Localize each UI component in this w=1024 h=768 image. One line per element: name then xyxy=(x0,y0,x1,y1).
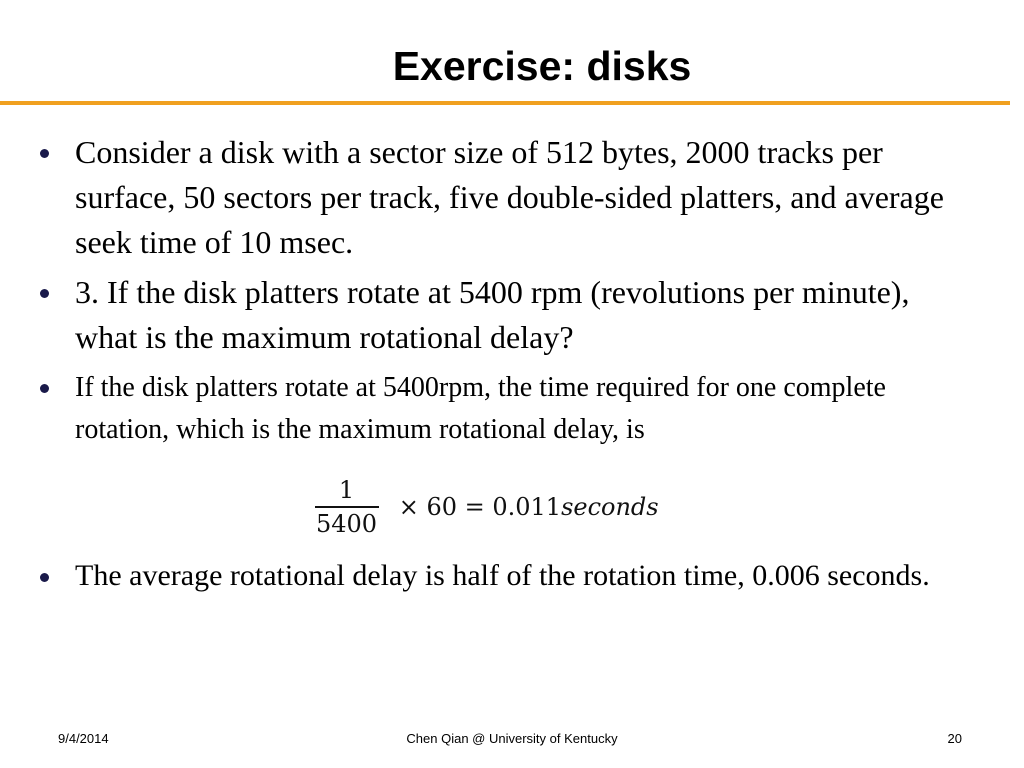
slide-number: 20 xyxy=(947,731,962,746)
bullet-text: Consider a disk with a sector size of 512 bytes, 2000 tracks per surface, 50 sectors per track, five double-sided platters, and average seek time of 10 msec. xyxy=(75,134,944,260)
formula-expression: × 60 = 0.011 xyxy=(391,493,562,521)
bullet-text: If the disk platters rotate at 5400rpm, the time required for one complete rotation, which is the maximum rotational delay, is xyxy=(75,372,886,445)
bullet-dot-icon xyxy=(40,573,49,582)
formula-fraction xyxy=(312,476,381,538)
bullet-text: 3. If the disk platters rotate at 5400 rpm (revolutions per minute), what is the maximum rotational delay? xyxy=(75,274,910,355)
bullet-dot-icon xyxy=(40,384,49,393)
title-divider xyxy=(0,101,1010,105)
bullet-dot-icon xyxy=(40,289,49,298)
formula-numerator: 1 xyxy=(338,476,355,504)
formula-denominator: 5400 xyxy=(316,510,378,538)
formula-unit: seconds xyxy=(561,493,659,521)
bullet-text: The average rotational delay is half of the rotation time, 0.006 seconds. xyxy=(75,559,930,592)
footer-date: 9/4/2014 xyxy=(58,731,109,746)
footer-author: Chen Qian @ University of Kentucky xyxy=(406,731,618,746)
slide-title: Exercise: disks xyxy=(392,43,692,89)
rotation-formula xyxy=(312,472,659,542)
bullet-dot-icon xyxy=(40,149,49,158)
